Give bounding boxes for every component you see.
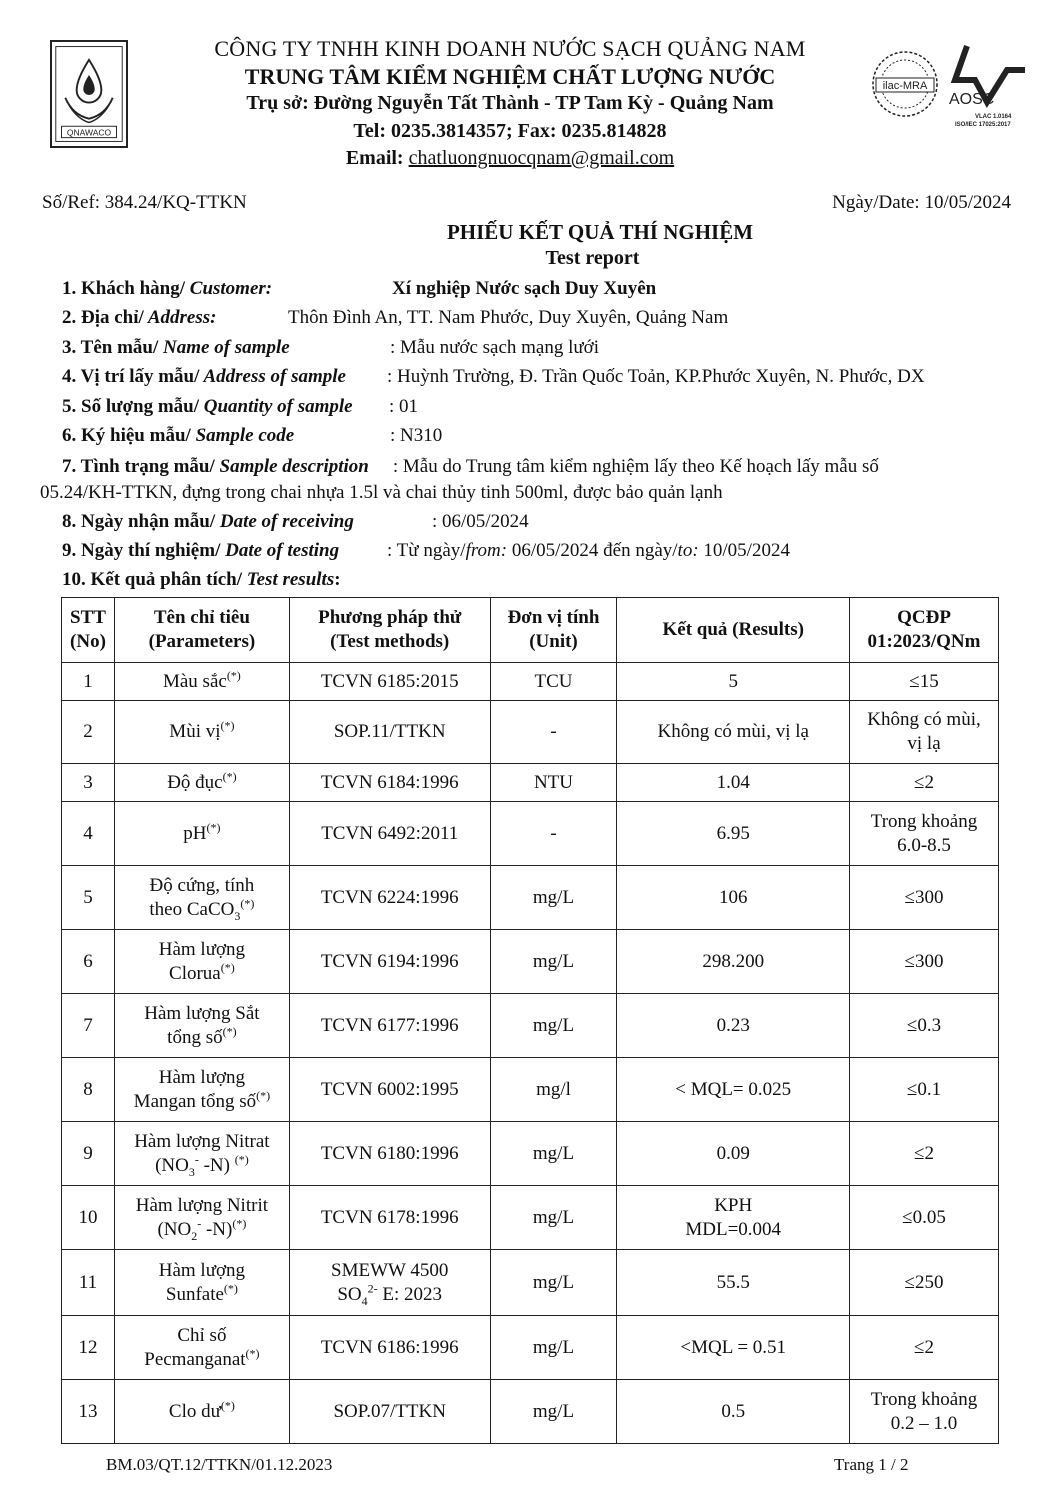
col-header-test-methods: Phương pháp thử (Test methods)	[289, 598, 490, 663]
customer-line: 1. Khách hàng/ Customer: Xí nghiệp Nước sạch Duy Xuyên	[62, 278, 657, 299]
table-row: 13 Clo dư(*) SOP.07/TTKN mg/L 0.5 Trong khoảng 0.2 – 1.0	[62, 1380, 999, 1444]
company-name: CÔNG TY TNHH KINH DOANH NƯỚC SẠCH QUẢNG NAM	[214, 36, 806, 61]
sample-quantity-value: : 01	[389, 396, 419, 417]
sample-code-line: 6. Ký hiệu mẫu/ Sample code : N310	[62, 425, 443, 446]
email-label: Email:	[345, 147, 409, 169]
sample-description-line2: 05.24/KH-TTKN, đựng trong chai nhựa 1.5l và chai thủy tinh 500ml, được bảo quản lạnh	[40, 482, 723, 503]
table-row: 12 Chỉ số Pecmanganat(*) TCVN 6186:1996 mg/L <MQL = 0.51 ≤2	[62, 1316, 999, 1380]
sample-code-value: : N310	[390, 425, 443, 446]
table-row: 10 Hàm lượng Nitrit ($NO_2^-$ -N)(*) TCVN 6178:1996 mg/L KPH MDL=0.004 ≤0.05	[62, 1186, 999, 1250]
report-title: PHIẾU KẾT QUẢ THÍ NGHIỆM	[446, 220, 754, 244]
company-phone: Tel: 0235.3814357; Fax: 0235.814828	[353, 120, 667, 142]
company-email-line	[150, 147, 870, 170]
table-row: 11 Hàm lượng Sunfate(*) SMEWW 4500 $SO_4^{2-}$ E: 2023 mg/L 55.5 ≤250	[62, 1250, 999, 1316]
table-header-row	[62, 598, 999, 663]
sample-quantity-line: 5. Số lượng mẫu/ Quantity of sample : 01	[62, 396, 419, 417]
page-number: Trang 1 / 2	[834, 1455, 909, 1474]
test-results-heading: 10. Kết quả phân tích/ Test results:	[62, 569, 341, 590]
table-row: 4 pH(*) TCVN 6492:2011 - 6.95 Trong khoảng 6.0-8.5	[62, 802, 999, 866]
company-address: Trụ sở: Đường Nguyễn Tất Thành - TP Tam Kỳ - Quảng Nam	[246, 92, 774, 114]
aosc-logo	[945, 40, 1030, 132]
water-drop-logo-icon	[52, 42, 126, 146]
table-row: 6 Hàm lượng Clorua(*) TCVN 6194:1996 mg/L 298.200 ≤300	[62, 930, 999, 994]
table-row: 8 Hàm lượng Mangan tổng số(*) TCVN 6002:1995 mg/l < MQL= 0.025 ≤0.1	[62, 1058, 999, 1122]
col-header-no: STT (No)	[62, 598, 115, 663]
testing-date-line: 9. Ngày thí nghiệm/ Date of testing : Từ ngày/from: 06/05/2024 đến ngày/to: 10/05/2024	[62, 540, 790, 561]
col-header-unit: Đơn vị tính (Unit)	[490, 598, 617, 663]
table-row: 7 Hàm lượng Sắt tổng số(*) TCVN 6177:1996 mg/L 0.23 ≤0.3	[62, 994, 999, 1058]
table-row: 1 Màu sắc(*) TCVN 6185:2015 TCU 5 ≤15	[62, 663, 999, 701]
sample-name-line: 3. Tên mẫu/ Name of sample : Mẫu nước sạch mạng lưới	[62, 337, 600, 358]
sample-location-line: 4. Vị trí lấy mẫu/ Address of sample : Huỳnh Trường, Đ. Trần Quốc Toản, KP.Phước Xuyên, N. Phước, DX	[62, 366, 925, 387]
sample-location-value: : Huỳnh Trường, Đ. Trần Quốc Toản, KP.Phước Xuyên, N. Phước, DX	[387, 366, 925, 387]
form-code: BM.03/QT.12/TTKN/01.12.2023	[106, 1455, 333, 1474]
table-row: 9 Hàm lượng Nitrat ($NO_3^-$ -N) (*) TCVN 6180:1996 mg/L 0.09 ≤2	[62, 1122, 999, 1186]
sample-description-line: 7. Tình trạng mẫu/ Sample description : Mẫu do Trung tâm kiểm nghiệm lấy theo Kế hoạch lấy mẫu số	[62, 456, 879, 477]
col-header-results: Kết quả (Results)	[617, 598, 850, 663]
sample-name-value: : Mẫu nước sạch mạng lưới	[390, 337, 600, 358]
customer-value: Xí nghiệp Nước sạch Duy Xuyên	[392, 278, 657, 299]
report-subtitle: Test report	[545, 247, 640, 269]
svg-text:ISO/IEC 17025:2017: ISO/IEC 17025:2017	[955, 122, 1011, 128]
aosc-accreditation-icon	[945, 40, 1030, 132]
receiving-date-value: : 06/05/2024	[432, 511, 529, 532]
col-header-standard: QCĐP 01:2023/QNm	[850, 598, 999, 663]
svg-text:ilac-MRA: ilac-MRA	[882, 80, 928, 92]
table-row: 3 Độ đục(*) TCVN 6184:1996 NTU 1.04 ≤2	[62, 764, 999, 802]
results-table	[61, 597, 999, 1444]
sample-description-value: : Mẫu do Trung tâm kiểm nghiệm lấy theo Kế hoạch lấy mẫu số	[392, 456, 879, 477]
address-value: Thôn Đình An, TT. Nam Phước, Duy Xuyên, Quảng Nam	[288, 307, 729, 328]
address-line: 2. Địa chỉ/ Address: Thôn Đình An, TT. Nam Phước, Duy Xuyên, Quảng Nam	[62, 307, 729, 328]
company-logo	[50, 40, 128, 148]
report-date: Ngày/Date: 10/05/2024	[832, 192, 1011, 213]
table-row: 5 Độ cứng, tính theo CaCO$_3$(*) TCVN 6224:1996 mg/L 106 ≤300	[62, 866, 999, 930]
reference-number: Số/Ref: 384.24/KQ-TTKN	[42, 192, 247, 213]
receiving-date-line: 8. Ngày nhận mẫu/ Date of receiving : 06/05/2024	[62, 511, 529, 532]
svg-text:VLAC 1.0164: VLAC 1.0164	[975, 114, 1012, 120]
svg-text:AOSC: AOSC	[949, 91, 995, 108]
col-header-parameters: Tên chỉ tiêu (Parameters)	[114, 598, 289, 663]
ilac-mra-icon	[870, 44, 940, 128]
ilac-mra-logo	[870, 44, 940, 128]
table-row: 2 Mùi vị(*) SOP.11/TTKN - Không có mùi, vị lạ Không có mùi, vị lạ	[62, 701, 999, 764]
svg-text:QNAWACO: QNAWACO	[66, 127, 112, 138]
email-link[interactable]: chatluongnuocqnam@gmail.com	[408, 147, 675, 169]
center-name: TRUNG TÂM KIỂM NGHIỆM CHẤT LƯỢNG NƯỚC	[244, 64, 776, 89]
testing-date-value: : Từ ngày/from: 06/05/2024 đến ngày/to: 10/05/2024	[387, 540, 790, 561]
